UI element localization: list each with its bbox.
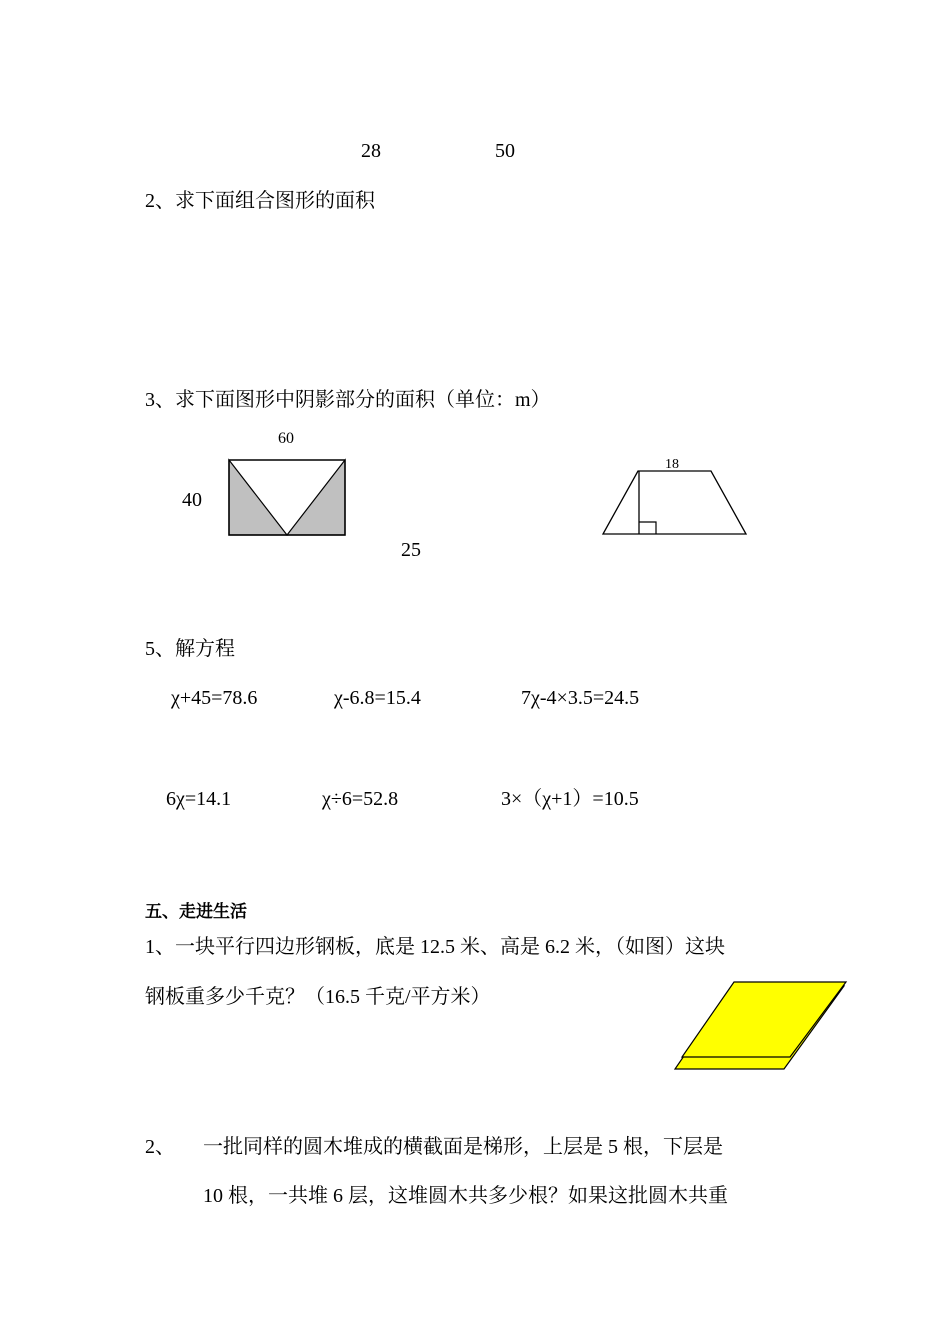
shaded-triangle-right [287,460,345,535]
fig1-top-label: 60 [278,430,294,447]
fig1-bottom-label: 25 [401,539,421,561]
q2-title: 2、求下面组合图形的面积 [145,190,375,212]
fig1-side-label: 40 [182,489,202,511]
top-number-50: 50 [495,140,515,162]
shaded-triangle-left [229,460,287,535]
equation-5: χ÷6=52.8 [322,788,399,810]
top-number-28: 28 [361,140,381,162]
life-q1-line2: 钢板重多少千克？（16.5 千克/平方米） [145,986,491,1008]
life-q1-line1: 1、一块平行四边形钢板，底是 12.5 米、高是 6.2 米，（如图）这块 [145,936,725,958]
plate-front-parallelogram [682,982,846,1057]
rectangle-shaded-figure [228,459,348,539]
equation-4: 6χ=14.1 [166,788,232,810]
trapezoid-figure [601,469,751,539]
equation-1: χ+45=78.6 [171,687,258,709]
equation-6: 3×（χ+1）=10.5 [501,788,639,810]
equation-3: 7χ-4×3.5=24.5 [521,687,640,709]
q3-title: 3、求下面图形中阴影部分的面积（单位：m） [145,389,551,411]
life-q2-line2: 10 根，一共堆 6 层，这堆圆木共多少根？如果这批圆木共重 [203,1185,728,1207]
right-angle-mark [639,522,656,534]
q5-title: 5、解方程 [145,638,235,660]
steel-plate-figure [672,980,852,1072]
life-q2-number: 2、 [145,1136,175,1158]
fig2-top-label: 18 [665,457,679,472]
section-5-title: 五、走进生活 [145,902,247,921]
trapezoid-outline [603,471,746,534]
life-q2-line1: 一批同样的圆木堆成的横截面是梯形，上层是 5 根，下层是 [203,1136,723,1158]
equation-2: χ-6.8=15.4 [334,687,421,709]
